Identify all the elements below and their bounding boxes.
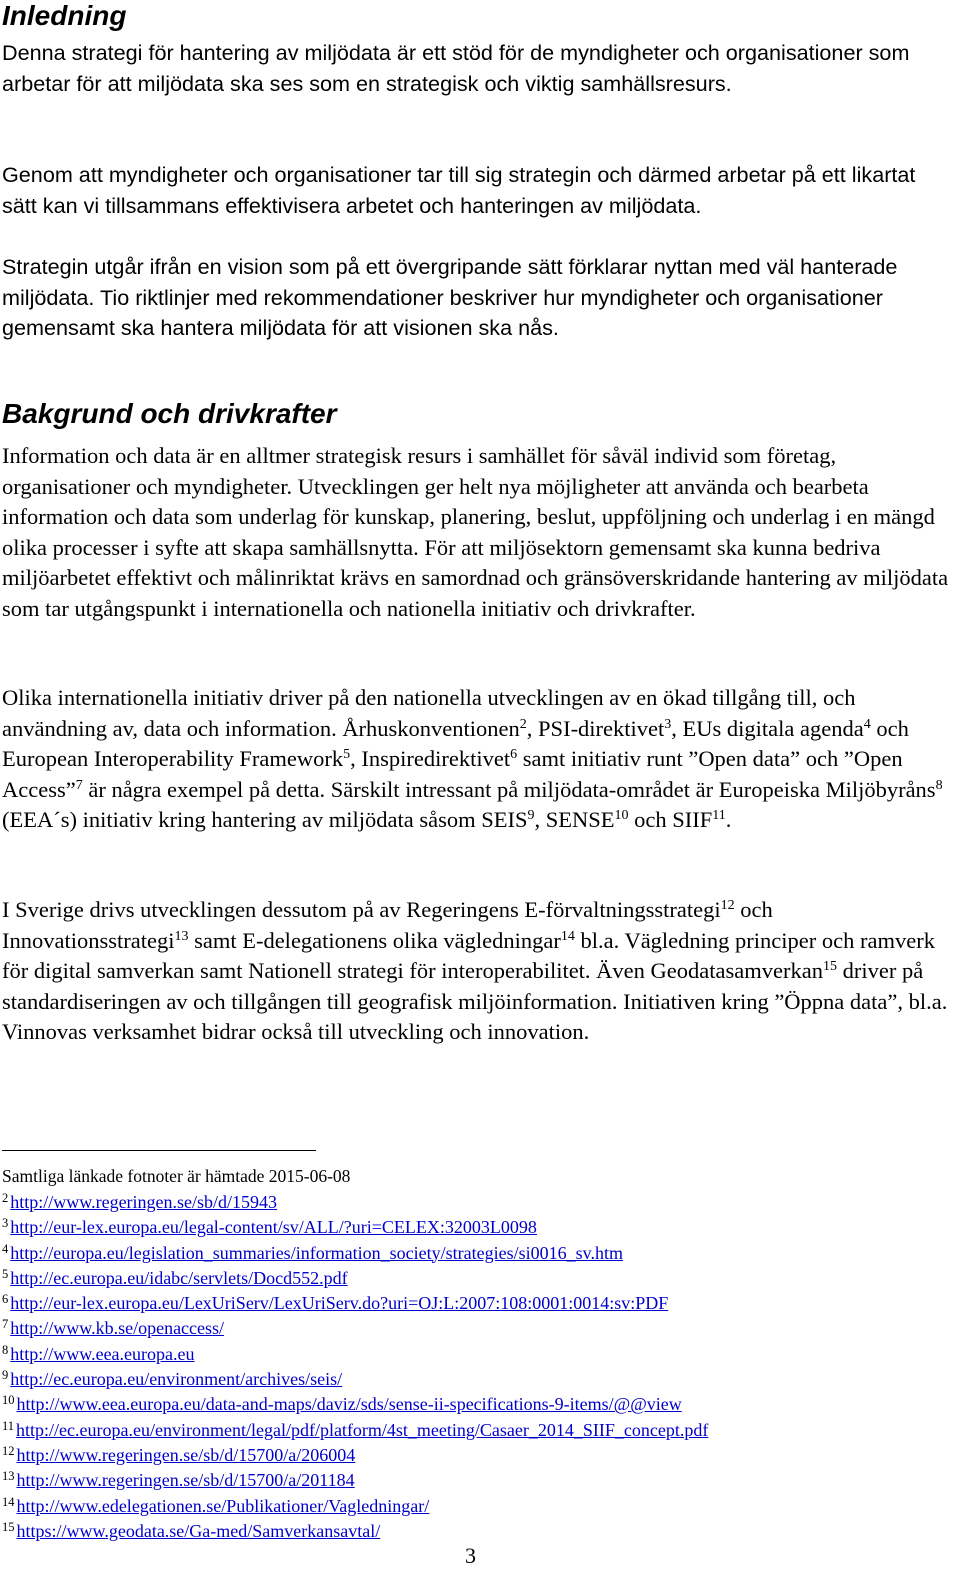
footnote-divider: [2, 1150, 316, 1151]
footnote-item: [2, 1418, 952, 1443]
footnote-link[interactable]: http://www.eea.europa.eu: [10, 1343, 195, 1364]
footnote-ref[interactable]: 10: [614, 808, 629, 823]
footnote-number: 14: [2, 1494, 15, 1509]
footnote-ref[interactable]: 4: [863, 716, 871, 732]
background-paragraph-2: Olika internationella initiativ driver på den nationella utvecklingen av en ökad tillgång till, och användning av, data och information. Århuskonventionen$^2$, PSI-direktivet$^3$, EUs digitala agenda$^4$ och European Interoperability Framework$^5$, Inspiredirektivet$^6$ samt initiativ runt ”Open data” och ”Open Access”$^7$ är några exempel på detta. Särskilt intressant på miljödata-området är Europeiska Miljöbyråns$^8$ (EEA´s) initiativ kring hantering av miljödata såsom SEIS$^9$, SENSE$^{10}$ och SIIF$^{11}$.: [2, 685, 943, 832]
footnote-link[interactable]: http://eur-lex.europa.eu/LexUriServ/LexUriServ.do?uri=OJ:L:2007:108:0001:0014:sv:PDF: [10, 1293, 669, 1314]
footnote-ref[interactable]: 2: [519, 716, 527, 732]
footnote-link[interactable]: http://www.edelegationen.se/Publikationer/Vagledningar/: [16, 1495, 430, 1516]
footnote-ref[interactable]: 8: [935, 777, 943, 793]
footnote-number: 9: [2, 1368, 9, 1383]
footnote-link[interactable]: http://ec.europa.eu/idabc/servlets/Docd552.pdf: [10, 1267, 348, 1288]
footnote-item: [2, 1392, 952, 1417]
footnote-ref[interactable]: 11: [712, 808, 726, 823]
footnote-ref[interactable]: 9: [527, 808, 535, 823]
footnote-item: [2, 1316, 952, 1341]
footnote-number: 12: [2, 1443, 15, 1458]
footnote-link[interactable]: http://eur-lex.europa.eu/legal-content/sv/ALL/?uri=CELEX:32003L0098: [10, 1217, 537, 1238]
background-paragraph-1: Information och data är en alltmer strategisk resurs i samhället för såväl individ som företag, organisationer och myndigheter. Utvecklingen ger helt nya möjligheter att använda och bearbeta information och data som underlag för kunskap, planering, beslut, uppföljning och underlag i en mängd olika processer i syfte att skapa samhällsnytta. För att miljösektorn gemensamt ska kunna bedriva miljöarbetet effektivt och målinriktat krävs en samordnad och gränsöverskridande hantering av miljödata som tar utgångspunkt i internationella och nationella initiativ och drivkrafter.: [2, 443, 949, 621]
background-heading: Bakgrund och drivkrafter: [2, 398, 337, 429]
footnote-ref[interactable]: 12: [720, 898, 735, 913]
footnote-number: 5: [2, 1266, 9, 1281]
footnote-item: [2, 1468, 952, 1493]
footnote-item: [2, 1494, 952, 1519]
footnote-ref[interactable]: 7: [75, 777, 83, 793]
footnote-number: 6: [2, 1292, 9, 1307]
footnote-ref[interactable]: 14: [560, 928, 575, 944]
footnote-retrieval-note: Samtliga länkade fotnoter är hämtade 2015-06-08: [2, 1166, 351, 1186]
footnote-number: 2: [2, 1191, 9, 1205]
footnote-item: [2, 1443, 952, 1468]
footnote-ref[interactable]: 5: [343, 747, 351, 762]
footnote-list: [2, 1190, 952, 1544]
footnote-link[interactable]: http://europa.eu/legislation_summaries/information_society/strategies/si0016_sv.htm: [10, 1242, 623, 1263]
footnote-link[interactable]: http://ec.europa.eu/environment/legal/pdf/platform/4st_meeting/Casaer_2014_SIIF_concept.pdf: [16, 1419, 709, 1440]
footnote-item: [2, 1291, 952, 1316]
footnote-ref[interactable]: 13: [174, 928, 189, 944]
intro-paragraph-3: Strategin utgår ifrån en vision som på ett övergripande sätt förklarar nyttan med väl hanterade miljödata. Tio riktlinjer med rekommendationer beskriver hur myndigheter och organisationer gemensamt ska hantera miljödata för att visionen ska nås.: [2, 254, 898, 340]
intro-heading: Inledning: [2, 0, 127, 31]
footnote-item: [2, 1367, 952, 1392]
footnote-number: 8: [2, 1342, 9, 1357]
footnote-link[interactable]: http://www.eea.europa.eu/data-and-maps/daviz/sds/sense-ii-specifications-9-items/@@view: [16, 1394, 682, 1415]
footnote-ref[interactable]: 15: [822, 959, 837, 974]
footnote-item: [2, 1241, 952, 1266]
footnote-item: [2, 1190, 952, 1215]
footnote-ref[interactable]: 6: [510, 747, 518, 762]
footnote-item: [2, 1215, 952, 1240]
footnote-number: 4: [2, 1241, 9, 1256]
footnote-number: 3: [2, 1216, 9, 1231]
footnote-item: [2, 1342, 952, 1367]
footnote-link[interactable]: http://www.regeringen.se/sb/d/15700/a/201184: [16, 1470, 355, 1491]
footnote-item: [2, 1519, 952, 1544]
footnote-number: 11: [2, 1418, 15, 1433]
footnote-ref[interactable]: 3: [664, 716, 672, 732]
footnote-link[interactable]: http://www.regeringen.se/sb/d/15943: [10, 1192, 278, 1212]
footnote-link[interactable]: http://ec.europa.eu/environment/archives/seis/: [10, 1369, 343, 1390]
intro-paragraph-1: Denna strategi för hantering av miljödata är ett stöd för de myndigheter och organisationer som arbetar för att miljödata ska ses som en strategisk och viktig samhällsresurs.: [2, 40, 910, 96]
footnote-number: 10: [2, 1393, 15, 1408]
footnote-number: 15: [2, 1519, 15, 1534]
background-paragraph-3: I Sverige drivs utvecklingen dessutom på av Regeringens E-förvaltningsstrategi$^{12}$ och Innovationsstrategi$^{13}$ samt E-delegationens olika vägledningar$^{14}$ bl.a. Vägledning principer och ramverk för digital samverkan samt Nationell strategi för interoperabilitet. Även Geodatasamverkan$^{15}$ driver på standardiseringen av och tillgången till geografisk miljöinformation. Initiativen kring ”Öppna data”, bl.a. Vinnovas verksamhet bidrar också till utveckling och innovation.: [2, 897, 948, 1044]
footnote-number: 7: [2, 1317, 9, 1332]
footnote-number: 13: [2, 1469, 15, 1484]
footnote-item: [2, 1266, 952, 1291]
page-number: 3: [465, 1543, 476, 1568]
footnote-link[interactable]: http://www.regeringen.se/sb/d/15700/a/206004: [16, 1444, 356, 1465]
intro-paragraph-2: Genom att myndigheter och organisationer tar till sig strategin och därmed arbetar på ett likartat sätt kan vi tillsammans effektivisera arbetet och hanteringen av miljödata.: [2, 162, 916, 218]
footnote-link[interactable]: http://www.kb.se/openaccess/: [10, 1318, 225, 1339]
footnote-link[interactable]: https://www.geodata.se/Ga-med/Samverkansavtal/: [16, 1520, 381, 1541]
